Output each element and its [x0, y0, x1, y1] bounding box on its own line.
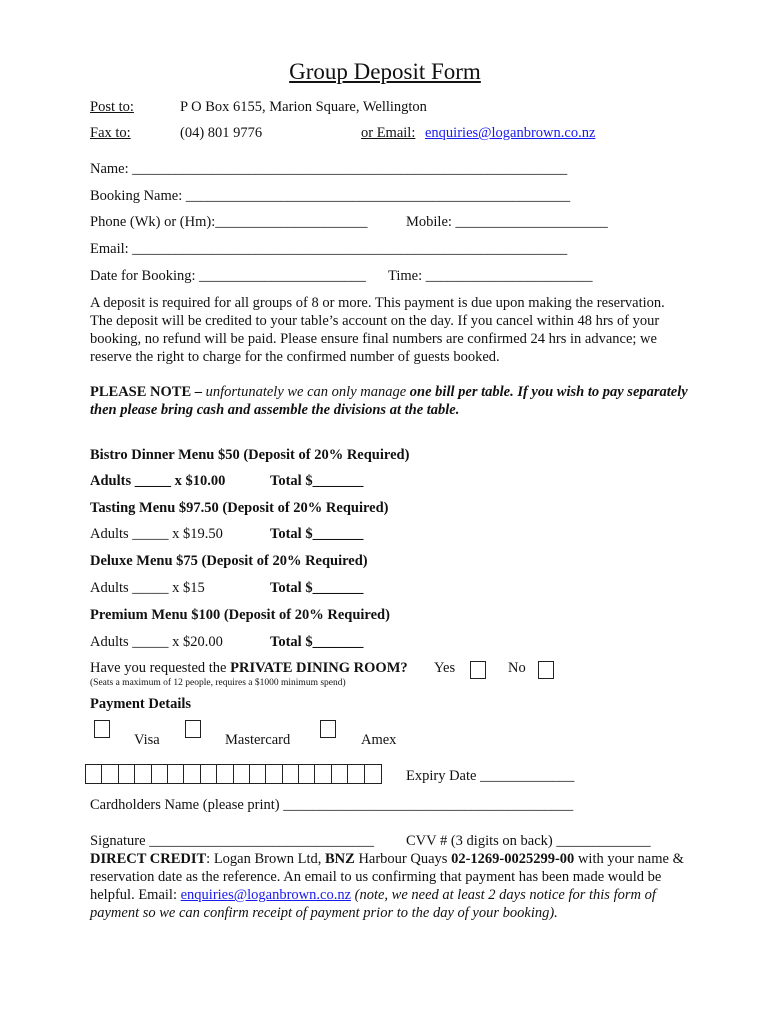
amex-checkbox[interactable] [320, 720, 336, 738]
booking-name-field[interactable]: Booking Name: _____________________________________________________ [90, 188, 571, 204]
menu-total-tasting[interactable]: Total $_______ [270, 526, 364, 542]
email-link[interactable]: enquiries@loganbrown.co.nz [425, 125, 596, 141]
card-number-boxes[interactable] [85, 764, 382, 784]
private-dining-question [90, 659, 408, 677]
card-digit-box[interactable] [168, 765, 184, 783]
date-field[interactable]: Date for Booking: _______________________ [90, 268, 366, 284]
direct-credit-note: (note, we need at least 2 days notice for this form of payment so we can confirm receipt of payment prior to the day of your booking). [90, 887, 656, 921]
note-text-2: one bill per table. If you wish to pay separately then please bring cash and assemble the divisions at the table. [90, 384, 688, 418]
direct-credit-text-3: with your name & reservation date as the reference. An email to us confirming that payment has been made would be helpful. Email: [90, 851, 684, 903]
card-digit-box[interactable] [299, 765, 315, 783]
card-digit-box[interactable] [119, 765, 135, 783]
yes-checkbox[interactable] [470, 661, 486, 679]
deposit-paragraph: A deposit is required for all groups of 8 or more. This payment is due upon making the reservation. The deposit will be credited to your table’s account on the day. If you cancel within 48 hrs of your booking, no refund will be paid. Please ensure final numbers are confirmed 24 hrs in advance; we reserve the right to charge for the confirmed number of guests booked. [90, 295, 665, 365]
menu-total-deluxe[interactable]: Total $_______ [270, 580, 364, 596]
post-address: P O Box 6155, Marion Square, Wellington [180, 99, 427, 115]
menu-adults-bistro[interactable]: Adults _____ x $10.00 [90, 473, 226, 489]
card-digit-box[interactable] [234, 765, 250, 783]
menu-heading-bistro: Bistro Dinner Menu $50 (Deposit of 20% Required) [90, 447, 410, 463]
direct-credit-email-link[interactable]: enquiries@loganbrown.co.nz [180, 887, 351, 903]
yes-label: Yes [434, 660, 456, 676]
mastercard-checkbox[interactable] [185, 720, 201, 738]
card-digit-box[interactable] [184, 765, 200, 783]
card-digit-box[interactable] [152, 765, 168, 783]
visa-checkbox[interactable] [94, 720, 110, 738]
direct-credit-text-2: Harbour Quays [354, 851, 452, 867]
menu-adults-deluxe[interactable]: Adults _____ x $15 [90, 580, 205, 596]
fax-number: (04) 801 9776 [180, 125, 263, 141]
card-digit-box[interactable] [201, 765, 217, 783]
phone-field[interactable]: Phone (Wk) or (Hm):_____________________ [90, 214, 368, 230]
please-note [90, 383, 690, 419]
direct-credit-bank: BNZ [324, 851, 355, 867]
time-field[interactable]: Time: _______________________ [388, 268, 593, 284]
menu-adults-tasting[interactable]: Adults _____ x $19.50 [90, 526, 223, 542]
card-digit-box[interactable] [102, 765, 118, 783]
visa-label: Visa [134, 732, 160, 748]
no-checkbox[interactable] [538, 661, 554, 679]
card-digit-box[interactable] [365, 765, 381, 783]
direct-credit-label: DIRECT CREDIT [90, 851, 207, 867]
direct-credit-paragraph [90, 850, 690, 922]
menu-heading-deluxe: Deluxe Menu $75 (Deposit of 20% Required) [90, 553, 368, 569]
private-dining-bold: PRIVATE DINING ROOM? [230, 660, 408, 676]
card-digit-box[interactable] [332, 765, 348, 783]
cvv-field[interactable]: CVV # (3 digits on back) _____________ [406, 833, 651, 849]
payment-heading: Payment Details [90, 696, 192, 712]
card-digit-box[interactable] [217, 765, 233, 783]
page-title: Group Deposit Form [289, 59, 481, 84]
note-label: PLEASE NOTE – [90, 384, 202, 400]
menu-total-bistro[interactable]: Total $_______ [270, 473, 364, 489]
card-digit-box[interactable] [315, 765, 331, 783]
card-digit-box[interactable] [135, 765, 151, 783]
menu-heading-tasting: Tasting Menu $97.50 (Deposit of 20% Required) [90, 500, 389, 516]
amex-label: Amex [361, 732, 397, 748]
mastercard-label: Mastercard [225, 732, 291, 748]
direct-credit-text-1: : Logan Brown Ltd, [206, 851, 325, 867]
menu-heading-premium: Premium Menu $100 (Deposit of 20% Required) [90, 607, 390, 623]
no-label: No [508, 660, 526, 676]
signature-field[interactable]: Signature _______________________________ [90, 833, 374, 849]
private-dining-note: (Seats a maximum of 12 people, requires a $1000 minimum spend) [90, 678, 346, 688]
email-label: or Email: [361, 125, 416, 141]
private-dining-prefix: Have you requested the [90, 660, 231, 676]
email-field[interactable]: Email: ____________________________________________________________ [90, 241, 568, 257]
menu-adults-premium[interactable]: Adults _____ x $20.00 [90, 634, 223, 650]
card-digit-box[interactable] [86, 765, 102, 783]
menu-total-premium[interactable]: Total $_______ [270, 634, 364, 650]
name-field[interactable]: Name: ____________________________________________________________ [90, 161, 568, 177]
card-digit-box[interactable] [348, 765, 364, 783]
mobile-field[interactable]: Mobile: _____________________ [406, 214, 608, 230]
card-digit-box[interactable] [250, 765, 266, 783]
card-digit-box[interactable] [283, 765, 299, 783]
direct-credit-account: 02-1269-0025299-00 [451, 851, 575, 867]
cardholder-field[interactable]: Cardholders Name (please print) ________________________________________ [90, 797, 574, 813]
fax-label: Fax to: [90, 125, 131, 141]
post-label: Post to: [90, 99, 134, 115]
card-digit-box[interactable] [266, 765, 282, 783]
note-text-1: unfortunately we can only manage [202, 384, 410, 400]
expiry-field[interactable]: Expiry Date _____________ [406, 768, 575, 784]
